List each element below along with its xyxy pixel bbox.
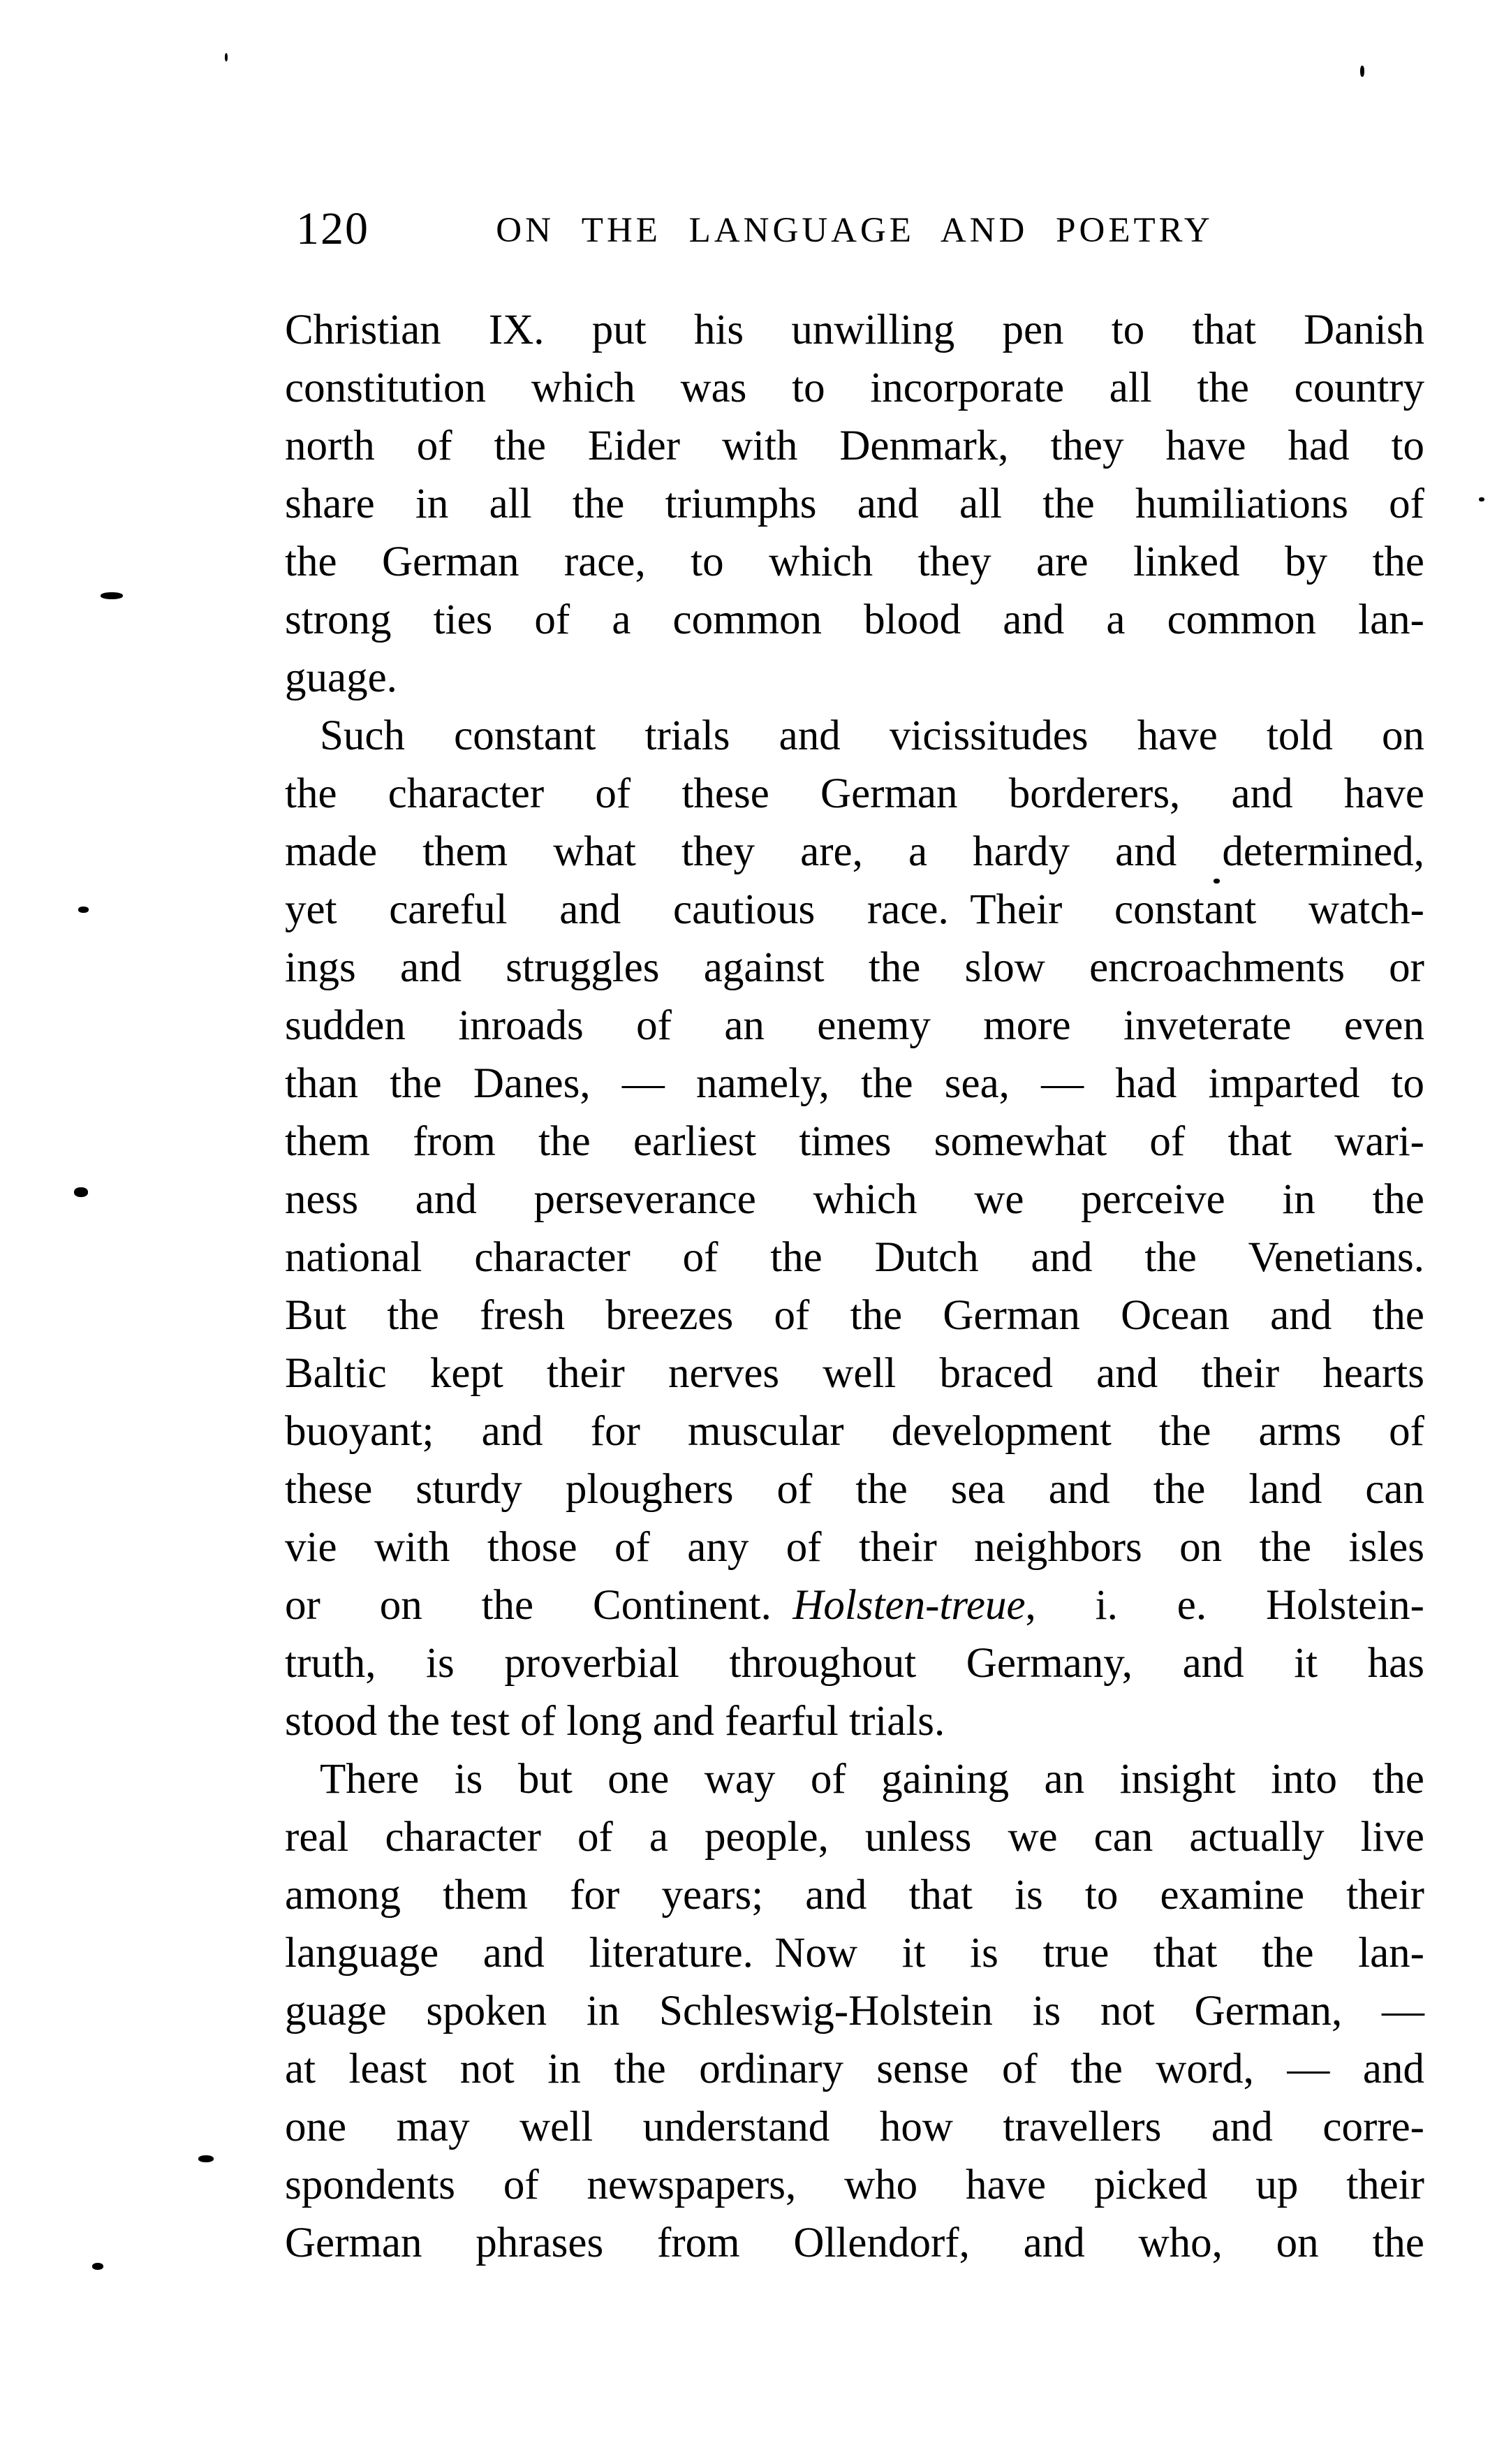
text-line: yet careful and cautious race. Their constant watch- bbox=[285, 886, 1424, 933]
text-segment: , i. e. Holstein- bbox=[1025, 1582, 1424, 1629]
scan-speck bbox=[74, 1187, 88, 1197]
text-line: made them what they are, a hardy and determined, bbox=[285, 828, 1424, 875]
scan-speck bbox=[78, 907, 89, 913]
text-line: buoyant; and for muscular development the arms of bbox=[285, 1408, 1424, 1455]
paragraph-3 bbox=[285, 1750, 1424, 2272]
text-line: stood the test of long and fearful trials. bbox=[285, 1698, 945, 1745]
text-line: German phrases from Ollendorf, and who, on the bbox=[285, 2220, 1424, 2266]
text-line: the character of these German borderers, and have bbox=[285, 770, 1424, 817]
text-line: But the fresh breezes of the German Ocean and the bbox=[285, 1292, 1424, 1339]
text-line: ings and struggles against the slow encroachments or bbox=[285, 944, 1424, 991]
text-line: spondents of newspapers, who have picked up their bbox=[285, 2162, 1424, 2208]
text-line: guage. bbox=[285, 654, 397, 701]
italic-phrase: Holsten-treue bbox=[792, 1582, 1026, 1629]
text-line: share in all the triumphs and all the humiliations of bbox=[285, 481, 1424, 527]
text-line: There is but one way of gaining an insight into the bbox=[320, 1756, 1424, 1803]
scan-speck bbox=[225, 53, 228, 61]
text-line: national character of the Dutch and the Venetians. bbox=[285, 1234, 1424, 1281]
scan-speck bbox=[1360, 66, 1364, 77]
text-line: among them for years; and that is to examine their bbox=[285, 1872, 1424, 1919]
text-line: one may well understand how travellers and corre- bbox=[285, 2104, 1424, 2150]
text-line: language and literature. Now it is true that the lan- bbox=[285, 1930, 1424, 1977]
text-line: vie with those of any of their neighbors on the isles bbox=[285, 1524, 1424, 1571]
paragraph-1 bbox=[285, 301, 1424, 707]
text-line: truth, is proverbial throughout Germany, and it has bbox=[285, 1640, 1424, 1687]
running-title: ON THE LANGUAGE AND POETRY bbox=[496, 211, 1214, 250]
scan-speck bbox=[1479, 497, 1484, 501]
page-header bbox=[285, 204, 1424, 254]
paragraph-2 bbox=[285, 707, 1424, 1750]
text-line: real character of a people, unless we can actually live bbox=[285, 1814, 1424, 1861]
text-line: Baltic kept their nerves well braced and their hearts bbox=[285, 1350, 1424, 1397]
text-line: ness and perseverance which we perceive in the bbox=[285, 1176, 1424, 1223]
scan-speck bbox=[198, 2155, 214, 2162]
text-block bbox=[285, 301, 1424, 2272]
text-line: the German race, to which they are linked by the bbox=[285, 538, 1424, 585]
text-segment: or on the Continent. bbox=[285, 1582, 793, 1629]
scan-speck bbox=[1214, 879, 1220, 883]
text-line: strong ties of a common blood and a common lan- bbox=[285, 596, 1424, 643]
text-line: north of the Eider with Denmark, they have had to bbox=[285, 423, 1424, 469]
text-line-with-italic bbox=[285, 1576, 1424, 1634]
text-line: them from the earliest times somewhat of that wari- bbox=[285, 1118, 1424, 1165]
text-line: than the Danes, — namely, the sea, — had imparted to bbox=[285, 1060, 1424, 1107]
text-line: Christian IX. put his unwilling pen to that Danish bbox=[285, 307, 1424, 353]
text-line: constitution which was to incorporate all the country bbox=[285, 365, 1424, 411]
text-line: Such constant trials and vicissitudes have told on bbox=[320, 712, 1424, 759]
scan-speck bbox=[101, 592, 123, 599]
text-line: these sturdy ploughers of the sea and the land can bbox=[285, 1466, 1424, 1513]
text-line: sudden inroads of an enemy more inveterate even bbox=[285, 1002, 1424, 1049]
text-line: at least not in the ordinary sense of the word, — and bbox=[285, 2046, 1424, 2092]
page-number: 120 bbox=[296, 203, 369, 254]
scan-speck bbox=[92, 2263, 103, 2270]
text-line: guage spoken in Schleswig-Holstein is not German, — bbox=[285, 1988, 1424, 2034]
